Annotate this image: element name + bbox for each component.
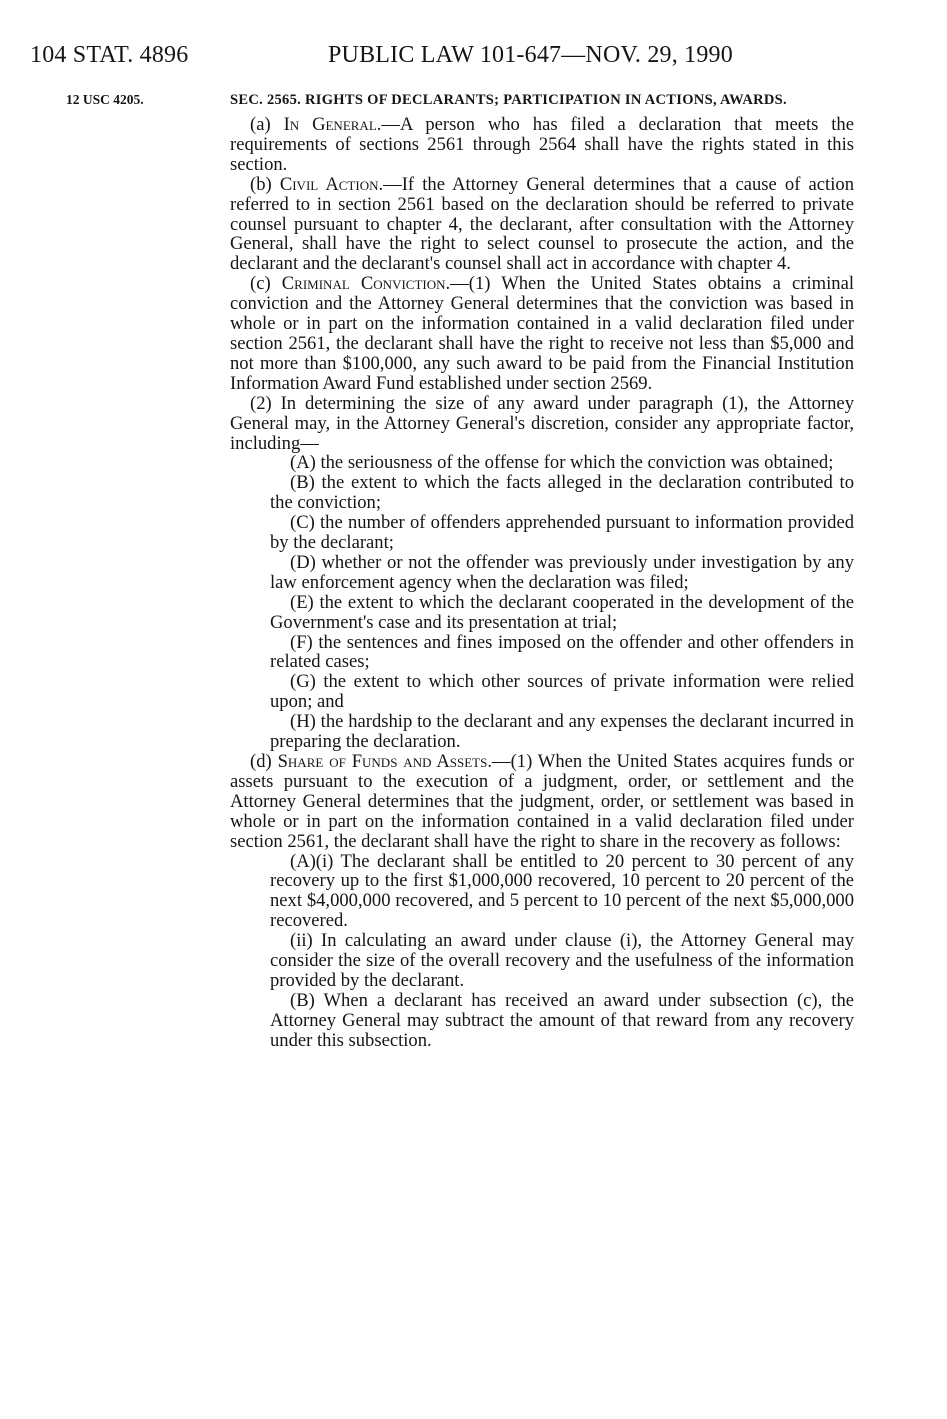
factor-item: (A) the seriousness of the offense for which the conviction was obtained; bbox=[290, 452, 834, 474]
factor-item: (B) the extent to which the facts alleged in the declaration contributed to the conviction; bbox=[270, 472, 854, 514]
public-law-citation: PUBLIC LAW 101-647—NOV. 29, 1990 bbox=[328, 42, 733, 68]
share-item: (A)(i) The declarant shall be entitled to 20 percent to 30 percent of any recovery up to the first $1,000,000 recovered, 10 percent to 20 percent of the next $4,000,000 recovered, and 5 percent to 10 percent of the next $5,000,000 recovered. bbox=[270, 850, 854, 932]
factor-item: (C) the number of offenders apprehended pursuant to information provided by the declarant; bbox=[270, 512, 854, 554]
usc-margin-note: 12 USC 4205. bbox=[66, 92, 144, 107]
factor-item: (G) the extent to which other sources of private information were relied upon; and bbox=[270, 671, 854, 713]
factor-item: (D) whether or not the offender was previously under investigation by any law enforcement agency when the declaration was filed; bbox=[270, 551, 854, 593]
subsection-caption: Criminal Conviction. bbox=[281, 273, 451, 295]
subsection-caption: In General. bbox=[283, 114, 382, 135]
factor-item: (E) the extent to which the declarant cooperated in the development of the Government's case and its presentation at trial; bbox=[270, 591, 854, 633]
section-body bbox=[230, 90, 854, 1051]
paragraph-c-2: (2) In determining the size of any award under paragraph (1), the Attorney General may, in the Attorney General's discretion, consider any appropriate factor, including— bbox=[230, 392, 854, 454]
subsection-b: (b) Civil Action.—If the Attorney General determines that a cause of action referred to in section 2561 based on the declaration should be referred to private counsel pursuant to chapter 4, the declarant, after consultation with the Attorney General, shall have the right to select counsel to prosecute the action, and the declarant and the declarant's counsel shall act in accordance with chapter 4. bbox=[230, 173, 854, 275]
subsection-caption: Civil Action. bbox=[279, 173, 384, 195]
factor-item: (H) the hardship to the declarant and any expenses the declarant incurred in preparing the declaration. bbox=[270, 711, 854, 753]
section-heading: SEC. 2565. RIGHTS OF DECLARANTS; PARTICIPATION IN ACTIONS, AWARDS. bbox=[230, 92, 787, 108]
factor-item: (F) the sentences and fines imposed on the offender and other offenders in related cases; bbox=[270, 631, 854, 673]
share-item: (ii) In calculating an award under clause (i), the Attorney General may consider the size of the overall recovery and the usefulness of the information provided by the declarant. bbox=[270, 930, 854, 991]
subsection-c: (c) Criminal Conviction.—(1) When the United States obtains a criminal conviction and the Attorney General determines that the conviction was based in whole or in part on the information contained in a valid declaration filed under section 2561, the declarant shall have the right to receive not less than $5,000 and not more than $100,000, any such award to be paid from the Financial Institution Information Award Fund established under section 2569. bbox=[230, 273, 854, 394]
share-item: (B) When a declarant has received an award under subsection (c), the Attorney General may subtract the amount of that reward from any recovery under this subsection. bbox=[270, 989, 854, 1051]
running-head bbox=[30, 42, 733, 69]
stat-citation: 104 STAT. 4896 bbox=[30, 42, 189, 68]
subsection-a: (a) In General.—A person who has filed a declaration that meets the requirements of sections 2561 through 2564 shall have the rights stated in this section. bbox=[230, 114, 854, 175]
subsection-caption: Share of Funds and Assets. bbox=[277, 751, 492, 772]
subsection-d: (d) Share of Funds and Assets.—(1) When the United States acquires funds or assets pursuant to the execution of a judgment, order, or settlement and the Attorney General determines that the judgment, order, or settlement was based in whole or in part on the information contained in a valid declaration filed under section 2561, the declarant shall have the right to share in the recovery as follows: bbox=[230, 751, 854, 852]
